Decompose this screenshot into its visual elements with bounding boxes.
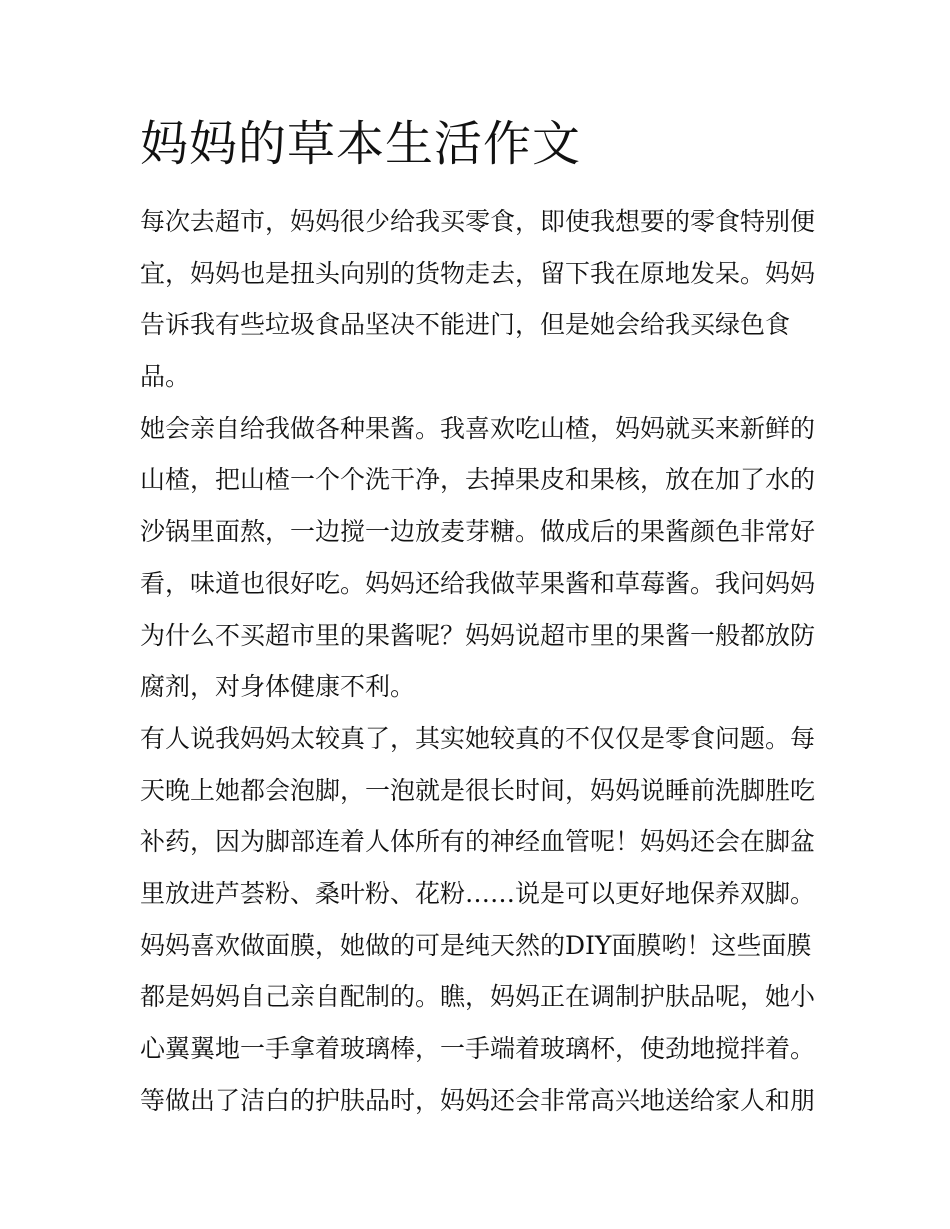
text-line: 看，味道也很好吃。妈妈还给我做苹果酱和草莓酱。我问妈妈 — [140, 568, 816, 598]
text-line: 等做出了洁白的护肤品时，妈妈还会非常高兴地送给家人和朋 — [140, 1085, 816, 1115]
text-line: 宜，妈妈也是扭头向别的货物走去，留下我在原地发呆。妈妈 — [140, 258, 816, 288]
text-line: 天晚上她都会泡脚，一泡就是很长时间，妈妈说睡前洗脚胜吃 — [140, 775, 816, 805]
text-line: 山楂，把山楂一个个洗干净，去掉果皮和果核，放在加了水的 — [140, 465, 816, 495]
text-line: 腐剂，对身体健康不利。 — [140, 672, 416, 702]
text-line: 沙锅里面熬，一边搅一边放麦芽糖。做成后的果酱颜色非常好 — [140, 517, 816, 547]
page-title: 妈妈的草本生活作文 — [140, 116, 582, 172]
text-line: 告诉我有些垃圾食品坚决不能进门，但是她会给我买绿色食 — [140, 310, 791, 340]
text-line: 补药，因为脚部连着人体所有的神经血管呢！妈妈还会在脚盆 — [140, 827, 816, 857]
text-line: 里放进芦荟粉、桑叶粉、花粉……说是可以更好地保养双脚。 — [140, 878, 816, 908]
text-line: 心翼翼地一手拿着玻璃棒，一手端着玻璃杯，使劲地搅拌着。 — [140, 1034, 816, 1063]
text-line: 都是妈妈自己亲自配制的。瞧，妈妈正在调制护肤品呢，她小 — [140, 982, 816, 1012]
text-line: 她会亲自给我做各种果酱。我喜欢吃山楂，妈妈就买来新鲜的 — [140, 413, 816, 443]
text-line: 每次去超市，妈妈很少给我买零食，即使我想要的零食特别便 — [140, 207, 816, 236]
text-line: 为什么不买超市里的果酱呢？妈妈说超市里的果酱一般都放防 — [140, 620, 816, 650]
body-text — [140, 196, 820, 1126]
text-line: 妈妈喜欢做面膜，她做的可是纯天然的DIY面膜哟！这些面膜 — [140, 930, 812, 960]
text-line: 有人说我妈妈太较真了，其实她较真的不仅仅是零食问题。每 — [140, 723, 816, 753]
text-line: 品。 — [140, 362, 191, 392]
